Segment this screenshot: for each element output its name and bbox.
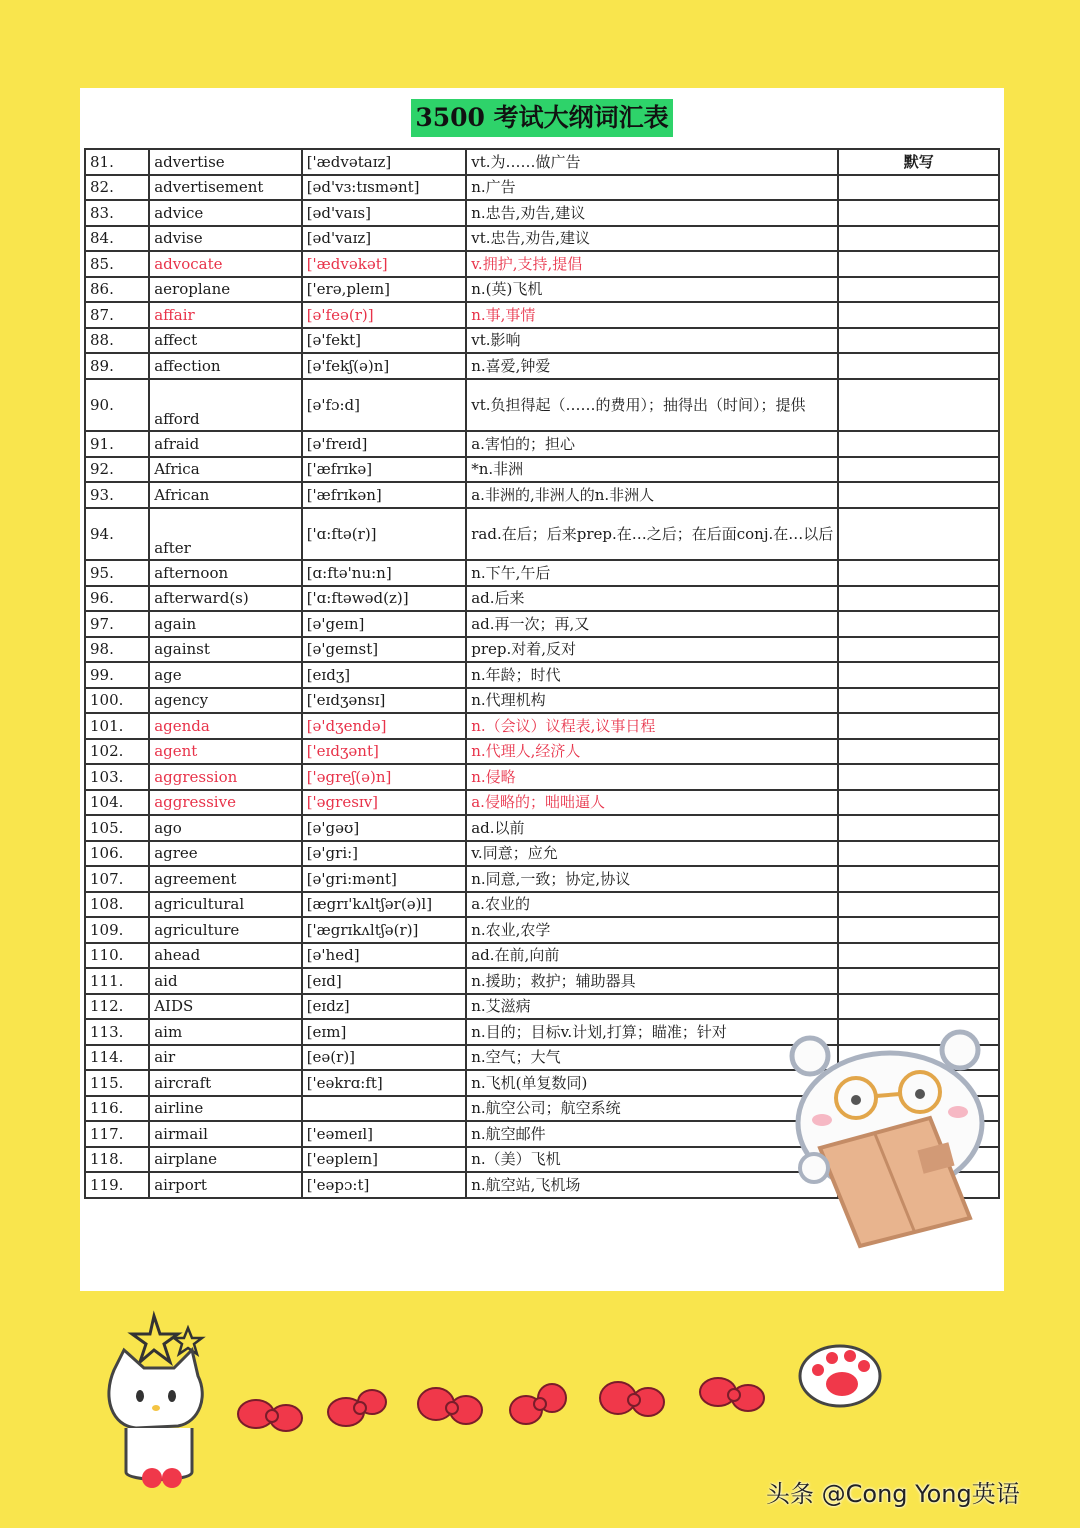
row-number: 107. [85, 866, 149, 892]
table-row [85, 431, 999, 457]
phonetic-cell: [ə'gəʊ] [302, 815, 467, 841]
meaning-cell: n.广告 [466, 175, 838, 201]
word-cell: agent [149, 739, 302, 765]
row-number: 98. [85, 637, 149, 663]
meaning-cell: n.艾滋病 [466, 994, 838, 1020]
dictation-cell[interactable] [838, 713, 999, 739]
dictation-cell[interactable] [838, 251, 999, 277]
table-row [85, 815, 999, 841]
row-number: 115. [85, 1070, 149, 1096]
word-cell: affair [149, 302, 302, 328]
word-cell: again [149, 611, 302, 637]
word-cell: afford [149, 379, 302, 432]
meaning-cell: n.航空站,飞机场 [466, 1172, 838, 1198]
table-row [85, 917, 999, 943]
phonetic-cell: [ə'feə(r)] [302, 302, 467, 328]
word-cell: air [149, 1045, 302, 1071]
table-row [85, 200, 999, 226]
row-number: 94. [85, 508, 149, 561]
phonetic-cell: [eɪdz] [302, 994, 467, 1020]
phonetic-cell: [ə'gri:] [302, 841, 467, 867]
word-cell: afterward(s) [149, 586, 302, 612]
word-cell: agreement [149, 866, 302, 892]
word-cell: Africa [149, 457, 302, 483]
row-number: 97. [85, 611, 149, 637]
table-row [85, 943, 999, 969]
row-number: 96. [85, 586, 149, 612]
meaning-cell: n.事,事情 [466, 302, 838, 328]
row-number: 81. [85, 149, 149, 175]
row-number: 119. [85, 1172, 149, 1198]
dictation-cell[interactable] [838, 968, 999, 994]
row-number: 95. [85, 560, 149, 586]
phonetic-cell: [eə(r)] [302, 1045, 467, 1071]
phonetic-cell: ['ɑ:ftə(r)] [302, 508, 467, 561]
table-row [85, 688, 999, 714]
row-number: 103. [85, 764, 149, 790]
row-number: 87. [85, 302, 149, 328]
row-number: 100. [85, 688, 149, 714]
row-number: 90. [85, 379, 149, 432]
word-cell: ahead [149, 943, 302, 969]
row-number: 110. [85, 943, 149, 969]
meaning-cell: a.害怕的；担心 [466, 431, 838, 457]
meaning-cell: a.非洲的,非洲人的n.非洲人 [466, 482, 838, 508]
meaning-cell: n.代理机构 [466, 688, 838, 714]
phonetic-cell: ['eəpɔ:t] [302, 1172, 467, 1198]
word-cell: advertise [149, 149, 302, 175]
dictation-cell[interactable] [838, 611, 999, 637]
table-row [85, 637, 999, 663]
phonetic-cell: ['æfrɪkən] [302, 482, 467, 508]
word-cell: agree [149, 841, 302, 867]
phonetic-cell: [ə'geɪn] [302, 611, 467, 637]
phonetic-cell: [ɑ:ftə'nu:n] [302, 560, 467, 586]
phonetic-cell: [əd'vaɪz] [302, 226, 467, 252]
table-row [85, 994, 999, 1020]
table-row [85, 662, 999, 688]
table-row [85, 508, 999, 561]
dictation-cell[interactable] [838, 277, 999, 303]
table-row [85, 968, 999, 994]
meaning-cell: n.侵略 [466, 764, 838, 790]
dictation-cell[interactable] [838, 688, 999, 714]
row-number: 83. [85, 200, 149, 226]
word-cell: agricultural [149, 892, 302, 918]
phonetic-cell: ['eəmeɪl] [302, 1121, 467, 1147]
dictation-cell[interactable] [838, 637, 999, 663]
word-cell: advertisement [149, 175, 302, 201]
meaning-cell: n.（美）飞机 [466, 1147, 838, 1173]
dictation-cell[interactable] [838, 560, 999, 586]
word-cell: age [149, 662, 302, 688]
phonetic-cell: ['eɪdʒənt] [302, 739, 467, 765]
page-title: 3500 考试大纲词汇表 [411, 99, 672, 137]
dictation-cell[interactable] [838, 482, 999, 508]
meaning-cell: n.忠告,劝告,建议 [466, 200, 838, 226]
phonetic-cell: [əd'vɜ:tɪsmənt] [302, 175, 467, 201]
phonetic-cell: ['æfrɪkə] [302, 457, 467, 483]
word-cell: airport [149, 1172, 302, 1198]
phonetic-cell: [ə'fekʃ(ə)n] [302, 353, 467, 379]
dictation-cell[interactable] [838, 353, 999, 379]
word-cell: against [149, 637, 302, 663]
table-row [85, 790, 999, 816]
dictation-cell[interactable] [838, 175, 999, 201]
dictation-cell[interactable] [838, 431, 999, 457]
table-row [85, 277, 999, 303]
word-cell: aid [149, 968, 302, 994]
row-number: 106. [85, 841, 149, 867]
phonetic-cell: [əd'vaɪs] [302, 200, 467, 226]
phonetic-cell: ['ægrɪkʌltʃə(r)] [302, 917, 467, 943]
word-cell: aim [149, 1019, 302, 1045]
row-number: 85. [85, 251, 149, 277]
table-row [85, 713, 999, 739]
meaning-cell: n.年龄；时代 [466, 662, 838, 688]
phonetic-cell: ['erə,pleɪn] [302, 277, 467, 303]
phonetic-cell: ['ædvəkət] [302, 251, 467, 277]
phonetic-cell: [eɪdʒ] [302, 662, 467, 688]
phonetic-cell: [ə'fɔ:d] [302, 379, 467, 432]
meaning-cell: *n.非洲 [466, 457, 838, 483]
dictation-cell[interactable] [838, 662, 999, 688]
phonetic-cell: [ə'hed] [302, 943, 467, 969]
meaning-cell: n.目的；目标v.计划,打算；瞄准；针对 [466, 1019, 838, 1045]
word-cell: advocate [149, 251, 302, 277]
word-cell: aggression [149, 764, 302, 790]
word-cell: airmail [149, 1121, 302, 1147]
paw-print-icon [796, 1340, 886, 1410]
meaning-cell: n.农业,农学 [466, 917, 838, 943]
meaning-cell: n.下午,午后 [466, 560, 838, 586]
meaning-cell: n.航空邮件 [466, 1121, 838, 1147]
watermark: 头条 @Cong Yong英语 [766, 1480, 1020, 1508]
word-cell: after [149, 508, 302, 561]
dictation-cell[interactable] [838, 226, 999, 252]
phonetic-cell: ['eəkrɑ:ft] [302, 1070, 467, 1096]
row-number: 117. [85, 1121, 149, 1147]
phonetic-cell: [eɪm] [302, 1019, 467, 1045]
meaning-cell: n.同意,一致；协定,协议 [466, 866, 838, 892]
table-row [85, 560, 999, 586]
table-row [85, 482, 999, 508]
word-cell: advice [149, 200, 302, 226]
bear-reading-book-icon [780, 1028, 1000, 1258]
meaning-cell: prep.对着,反对 [466, 637, 838, 663]
dictation-cell[interactable] [838, 917, 999, 943]
row-number: 88. [85, 328, 149, 354]
meaning-cell: rad.在后；后来prep.在…之后；在后面conj.在…以后 [466, 508, 838, 561]
table-row [85, 251, 999, 277]
row-number: 99. [85, 662, 149, 688]
table-row [85, 764, 999, 790]
meaning-cell: a.农业的 [466, 892, 838, 918]
table-row [85, 739, 999, 765]
row-number: 104. [85, 790, 149, 816]
meaning-cell: a.侵略的；咄咄逼人 [466, 790, 838, 816]
dictation-cell[interactable] [838, 508, 999, 561]
row-number: 111. [85, 968, 149, 994]
row-number: 112. [85, 994, 149, 1020]
kitten-icon [96, 1310, 226, 1490]
table-row [85, 892, 999, 918]
word-cell: AIDS [149, 994, 302, 1020]
meaning-cell: v.拥护,支持,提倡 [466, 251, 838, 277]
dictation-cell[interactable] [838, 457, 999, 483]
meaning-cell: ad.以前 [466, 815, 838, 841]
dictation-cell[interactable] [838, 200, 999, 226]
row-number: 105. [85, 815, 149, 841]
meaning-cell: n.喜爱,钟爱 [466, 353, 838, 379]
dictation-cell[interactable] [838, 866, 999, 892]
table-row [85, 611, 999, 637]
table-row [85, 328, 999, 354]
table-row [85, 353, 999, 379]
dictation-cell[interactable] [838, 892, 999, 918]
dictation-cell[interactable] [838, 302, 999, 328]
table-row [85, 175, 999, 201]
table-row [85, 302, 999, 328]
phonetic-cell: ['əgreʃ(ə)n] [302, 764, 467, 790]
dictation-cell[interactable] [838, 739, 999, 765]
meaning-cell: n.援助；救护；辅助器具 [466, 968, 838, 994]
meaning-cell: n.空气；大气 [466, 1045, 838, 1071]
row-number: 82. [85, 175, 149, 201]
red-bow-icon [236, 1372, 776, 1442]
table-row [85, 457, 999, 483]
phonetic-cell: [ə'dʒendə] [302, 713, 467, 739]
word-cell: airline [149, 1096, 302, 1122]
word-cell: African [149, 482, 302, 508]
word-cell: advise [149, 226, 302, 252]
dictation-cell[interactable] [838, 328, 999, 354]
row-number: 109. [85, 917, 149, 943]
meaning-cell: vt.负担得起（……的费用）；抽得出（时间）；提供 [466, 379, 838, 432]
phonetic-cell: ['eəpleɪn] [302, 1147, 467, 1173]
word-cell: agriculture [149, 917, 302, 943]
table-row [85, 226, 999, 252]
row-number: 108. [85, 892, 149, 918]
word-cell: agenda [149, 713, 302, 739]
word-cell: aircraft [149, 1070, 302, 1096]
meaning-cell: v.同意；应允 [466, 841, 838, 867]
sparkle-stars-icon [132, 1316, 178, 1362]
table-row [85, 149, 999, 175]
phonetic-cell: [ə'geɪnst] [302, 637, 467, 663]
word-cell: afraid [149, 431, 302, 457]
meaning-cell: n.（会议）议程表,议事日程 [466, 713, 838, 739]
row-number: 113. [85, 1019, 149, 1045]
phonetic-cell: [ægrɪ'kʌltʃər(ə)l] [302, 892, 467, 918]
phonetic-cell: [ə'gri:mənt] [302, 866, 467, 892]
meaning-cell: ad.在前,向前 [466, 943, 838, 969]
word-cell: aggressive [149, 790, 302, 816]
row-number: 92. [85, 457, 149, 483]
meaning-cell: vt.为……做广告 [466, 149, 838, 175]
meaning-cell: n.代理人,经济人 [466, 739, 838, 765]
meaning-cell: n.(英)飞机 [466, 277, 838, 303]
word-cell: aeroplane [149, 277, 302, 303]
phonetic-cell: ['eɪdʒənsɪ] [302, 688, 467, 714]
table-row [85, 866, 999, 892]
row-number: 91. [85, 431, 149, 457]
dictation-cell[interactable] [838, 790, 999, 816]
dictation-header: 默写 [838, 149, 999, 175]
dictation-cell[interactable] [838, 764, 999, 790]
phonetic-cell: ['əgresɪv] [302, 790, 467, 816]
row-number: 93. [85, 482, 149, 508]
table-row [85, 841, 999, 867]
table-row [85, 379, 999, 432]
row-number: 114. [85, 1045, 149, 1071]
row-number: 84. [85, 226, 149, 252]
meaning-cell: vt.影响 [466, 328, 838, 354]
dictation-cell[interactable] [838, 841, 999, 867]
row-number: 89. [85, 353, 149, 379]
word-cell: afternoon [149, 560, 302, 586]
word-cell: airplane [149, 1147, 302, 1173]
phonetic-cell: ['ædvətaɪz] [302, 149, 467, 175]
title-wrap [80, 96, 1004, 140]
meaning-cell: n.航空公司；航空系统 [466, 1096, 838, 1122]
dictation-cell[interactable] [838, 943, 999, 969]
table-row [85, 586, 999, 612]
meaning-cell: ad.后来 [466, 586, 838, 612]
meaning-cell: n.飞机(单复数同) [466, 1070, 838, 1096]
row-number: 101. [85, 713, 149, 739]
phonetic-cell: ['ɑ:ftəwəd(z)] [302, 586, 467, 612]
word-cell: affection [149, 353, 302, 379]
phonetic-cell: [eɪd] [302, 968, 467, 994]
meaning-cell: vt.忠告,劝告,建议 [466, 226, 838, 252]
word-cell: ago [149, 815, 302, 841]
meaning-cell: ad.再一次；再,又 [466, 611, 838, 637]
phonetic-cell: [ə'freɪd] [302, 431, 467, 457]
row-number: 102. [85, 739, 149, 765]
word-cell: affect [149, 328, 302, 354]
row-number: 116. [85, 1096, 149, 1122]
phonetic-cell: [ə'fekt] [302, 328, 467, 354]
dictation-cell[interactable] [838, 994, 999, 1020]
word-cell: agency [149, 688, 302, 714]
row-number: 118. [85, 1147, 149, 1173]
phonetic-cell [302, 1096, 467, 1122]
dictation-cell[interactable] [838, 379, 999, 432]
dictation-cell[interactable] [838, 815, 999, 841]
dictation-cell[interactable] [838, 586, 999, 612]
row-number: 86. [85, 277, 149, 303]
